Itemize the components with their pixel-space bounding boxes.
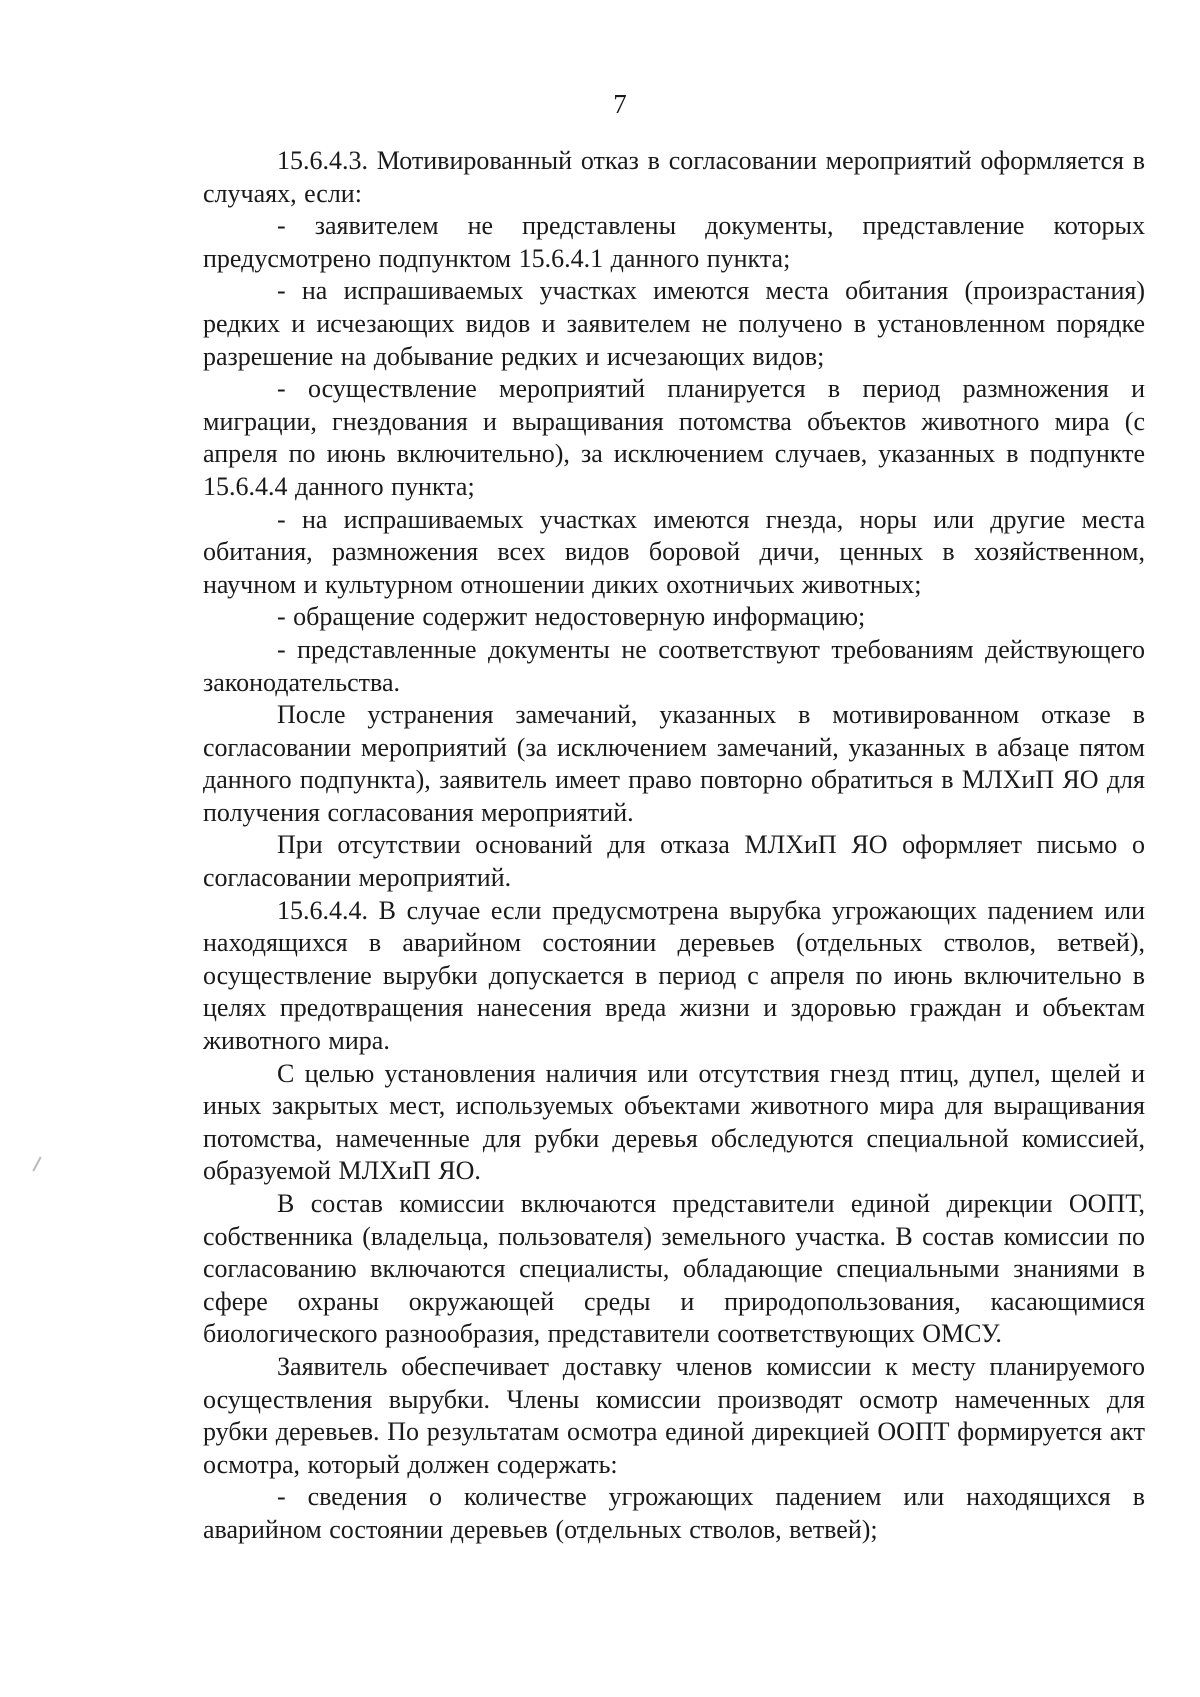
list-item-tree-count: - сведения о количестве угрожающих падением или находящихся в аварийном состоянии деревьев (отдельных стволов, ветвей); — [203, 1482, 1145, 1544]
paragraph-inspection-act: Заявитель обеспечивает доставку членов комиссии к месту планируемого осуществления вырубки. Члены комиссии производят осмотр намеченных для рубки деревьев. По результатам осмотра единой дирекцией ООПТ формируется акт осмотра, который должен содержать: — [203, 1351, 1145, 1479]
paragraph-inspection-commission: С целью установления наличия или отсутствия гнезд птиц, дупел, щелей и иных закрытых мест, используемых объектами животного мира для выращивания потомства, намеченные для рубки деревья обследуются специальной комиссией, образуемой МЛХиП ЯО. — [203, 1058, 1145, 1186]
page-number: 7 — [613, 89, 627, 119]
paragraph-resubmission: После устранения замечаний, указанных в мотивированном отказе в согласовании мероприятий (за исключением замечаний, указанных в абзаце пятом данного подпункта), заявитель имеет право повторно обратиться в МЛХиП ЯО для получения согласования мероприятий. — [203, 700, 1145, 827]
paragraph-commission-members: В состав комиссии включаются представители единой дирекции ООПТ, собственника (владельца, пользователя) земельного участка. В состав комиссии по согласованию включаются специалисты, обладающие специальными знаниями в сфере охраны окружающей среды и природопользования, касающимися биологического разнообразия, представители соответствующих ОМСУ. — [203, 1189, 1145, 1349]
scan-mark — [32, 1156, 41, 1171]
list-item-noncompliant-documents: - представленные документы не соответствуют требованиям действующего законодательства. — [203, 634, 1145, 697]
paragraph-approval-letter: При отсутствии оснований для отказа МЛХиП ЯО оформляет письмо о согласовании мероприятий. — [203, 830, 1145, 893]
list-item-rare-species-habitat: - на испрашиваемых участках имеются места обитания (произрастания) редких и исчезающих видов и заявителем не получено в установленном порядке разрешение на добывание редких и исчезающих видов; — [203, 276, 1145, 371]
list-item-documents-missing: - заявителем не представлены документы, представление которых предусмотрено подпунктом 15.6.4.1 данного пункта; — [203, 211, 1145, 273]
list-item-breeding-period: - осуществление мероприятий планируется в период размножения и миграции, гнездования и выращивания потомства объектов животного мира (с апреля по июнь включительно), за исключением случаев, указанных в подпункте 15.6.4.4 данного пункта; — [203, 374, 1145, 501]
list-item-false-information: - обращение содержит недостоверную информацию; — [277, 602, 866, 632]
paragraph-emergency-felling: 15.6.4.4. В случае если предусмотрена вырубка угрожающих падением или находящихся в аварийном состоянии деревьев (отдельных стволов, ветвей), осуществление вырубки допускается в период с апреля по июнь включительно в целях предотвращения нанесения вреда жизни и здоровью граждан и объектам животного мира. — [203, 895, 1145, 1056]
list-item-nests-burrows: - на испрашиваемых участках имеются гнезда, норы или другие места обитания, размножения всех видов боровой дичи, ценных в хозяйственном, научном и культурном отношении диких охотничьих животных; — [203, 504, 1145, 599]
paragraph-motivated-refusal: 15.6.4.3. Мотивированный отказ в согласовании мероприятий оформляется в случаях, если: — [203, 146, 1145, 208]
document-body — [203, 145, 1145, 1547]
